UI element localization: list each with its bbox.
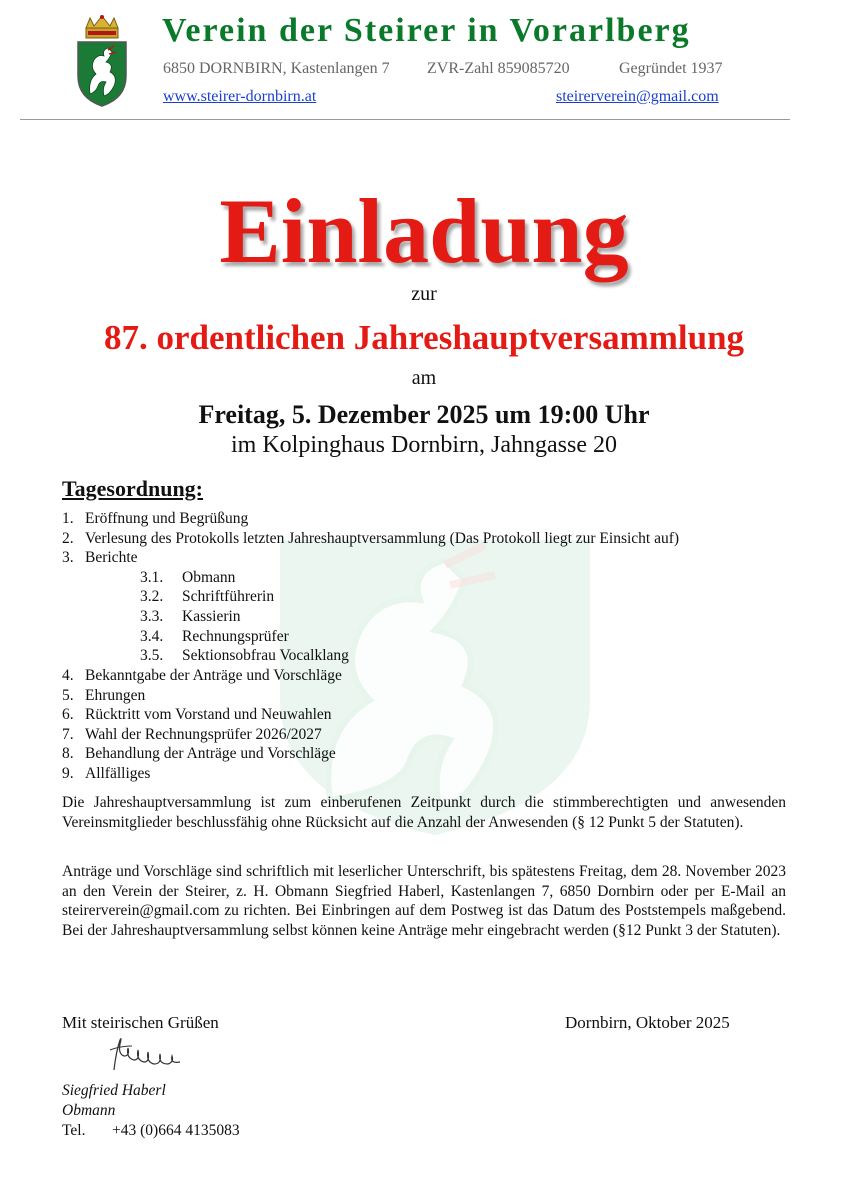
agenda-subitem-number: 3.5. [140,647,164,664]
signatory-role: Obmann [62,1102,116,1119]
agenda-subitem-text: Schriftführerin [182,588,275,605]
agenda-item [62,549,138,567]
agenda-item-text: Eröffnung und Begrüßung [85,510,249,527]
closing-greeting: Mit steirischen Grüßen [62,1013,219,1032]
zvr-number: ZVR-Zahl 859085720 [427,60,570,77]
agenda-subitem-number: 3.3. [140,608,164,625]
agenda-subitem-text: Rechnungsprüfer [182,628,289,645]
agenda-item [62,510,248,528]
agenda-item [62,530,679,548]
telephone-number[interactable]: +43 (0)664 4135083 [112,1122,240,1139]
handwritten-signature [106,1034,184,1074]
invitation-title: Einladung [219,180,629,282]
email-link[interactable]: steirerverein@gmail.com [556,88,719,105]
telephone-line [62,1122,240,1140]
agenda-item [62,687,145,705]
agenda-subitem [140,628,289,646]
agenda-subitem-text: Sektionsobfrau Vocalklang [182,647,349,664]
agenda-item [62,726,322,744]
agenda-item-text: Wahl der Rechnungsprüfer 2026/2027 [85,726,322,743]
agenda-item-number: 6. [62,706,74,723]
connector-am: am [411,367,437,389]
agenda-item-text: Bekanntgabe der Anträge und Vorschläge [85,667,342,684]
assembly-heading: 87. ordentlichen Jahreshauptversammlung [103,318,745,357]
agenda-subitem [140,569,235,587]
website-link[interactable]: www.steirer-dornbirn.at [163,88,317,105]
agenda-item [62,667,342,685]
founded-year: Gegründet 1937 [619,60,723,77]
agenda-item-text: Berichte [85,549,138,566]
agenda-item-number: 9. [62,765,74,782]
telephone-label: Tel. [62,1122,86,1139]
agenda-item-number: 2. [62,530,74,547]
agenda-heading: Tagesordnung: [62,476,204,501]
agenda-item-number: 1. [62,510,74,527]
agenda-item-text: Behandlung der Anträge und Vorschläge [85,745,336,762]
agenda-item-number: 3. [62,549,74,566]
agenda-subitem-number: 3.1. [140,569,164,586]
agenda-item-number: 7. [62,726,74,743]
club-name: Verein der Steirer in Vorarlberg [162,12,691,49]
agenda-subitem-text: Obmann [182,569,236,586]
agenda-item-text: Ehrungen [85,687,146,704]
agenda-item-number: 4. [62,667,74,684]
quorum-paragraph: Die Jahreshauptversammlung ist zum einberufenen Zeitpunkt durch die stimmberechtigten und anwesenden Vereinsmitglieder beschlussfähig ohne Rücksicht auf die Anzahl der Anwesenden (§ 12 Punkt 5 der Statuten). [62,794,786,831]
agenda-subitem-text: Kassierin [182,608,241,625]
signatory-name: Siegfried Haberl [62,1082,166,1099]
agenda-item [62,745,336,763]
agenda-item-number: 8. [62,745,74,762]
agenda-item [62,765,150,783]
agenda-subitem [140,608,241,626]
motions-paragraph: Anträge und Vorschläge sind schriftlich mit leserlicher Unterschrift, bis spätestens Freitag, dem 28. November 2023 an den Verein der Steirer, z. H. Obmann Siegfried Haberl, Kastenlangen 7, 6850 Dornbirn oder per E-Mail an steirerverein@gmail.com zu richten. Bei Einbringen auf dem Postweg ist das Datum des Poststempels maßgebend. Bei der Jahreshauptversammlung selbst können keine Anträge mehr eingebracht werden (§12 Punkt 3 der Statuten). [62,863,786,939]
agenda-item [62,706,332,724]
agenda-subitem-number: 3.4. [140,628,164,645]
header-divider [20,119,790,120]
styrian-panther-crest-icon [74,14,130,108]
agenda-item-number: 5. [62,687,74,704]
connector-zur: zur [411,283,437,305]
agenda-subitem-number: 3.2. [140,588,164,605]
agenda-subitem [140,588,274,606]
meeting-date: Freitag, 5. Dezember 2025 um 19:00 Uhr [198,400,650,429]
agenda-item-text: Rücktritt vom Vorstand und Neuwahlen [85,706,332,723]
club-address: 6850 DORNBIRN, Kastenlangen 7 [163,60,390,77]
agenda-item-text: Allfälliges [85,765,151,782]
agenda-subitem [140,647,349,665]
place-and-date: Dornbirn, Oktober 2025 [565,1013,730,1032]
agenda-item-text: Verlesung des Protokolls letzten Jahreshauptversammlung (Das Protokoll liegt zur Einsicht auf) [85,530,680,547]
meeting-venue: im Kolpinghaus Dornbirn, Jahngasse 20 [231,432,617,458]
